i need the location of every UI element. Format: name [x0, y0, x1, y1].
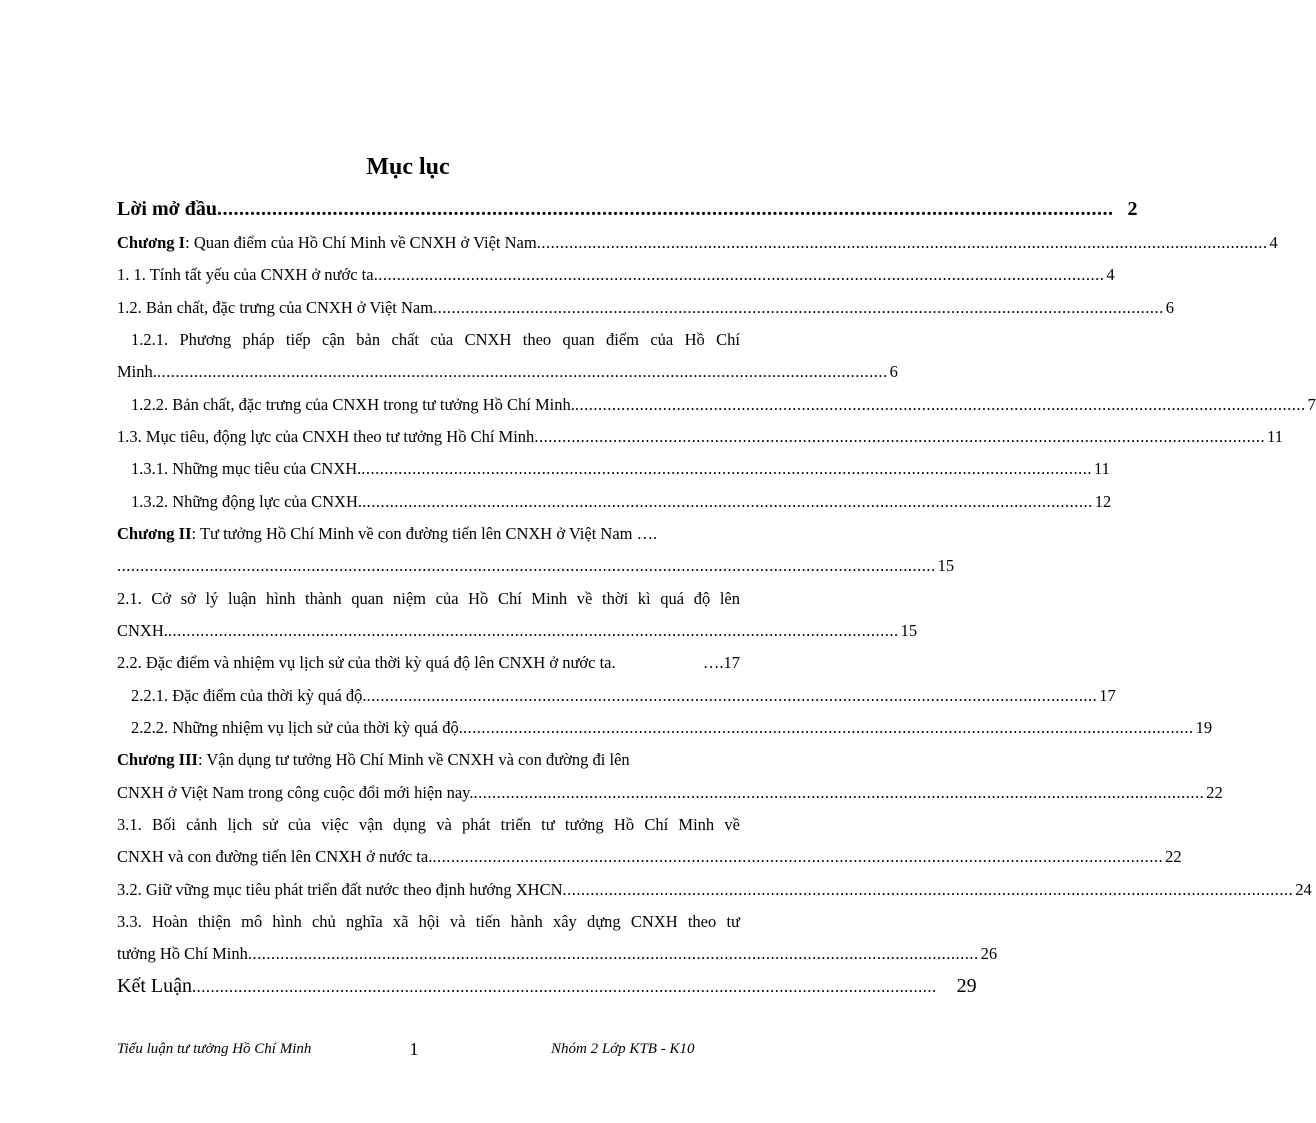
toc-entry-chapter-1[interactable]	[117, 232, 1278, 254]
toc-page-number: 6	[889, 362, 898, 381]
toc-page-number: 29	[956, 975, 977, 997]
toc-entry-text: 2.2. Đặc điểm và nhiệm vụ lịch sử của thời kỳ quá độ lên CNXH ở nước ta.	[117, 653, 616, 672]
toc-page-number: 22	[1206, 783, 1223, 802]
toc-entry-text: tưởng Hồ Chí Minh	[117, 944, 248, 963]
toc-page-number: 12	[1094, 492, 1112, 511]
toc-page-number: 15	[937, 556, 955, 575]
toc-page-number: ….17	[702, 653, 740, 672]
dot-leader: ..............................................................................................................................................................	[433, 298, 1164, 317]
dot-leader: .................................................................................................................................................................................	[117, 556, 936, 575]
toc-entry-1-2-1-line1[interactable]: 1.2.1. Phương pháp tiếp cận bản chất của CNXH theo quan điểm của Hồ Chí	[131, 330, 740, 349]
toc-page-number: 4	[1106, 265, 1115, 284]
toc-entry-conclusion[interactable]	[117, 972, 977, 1001]
toc-entry-1-3[interactable]	[117, 426, 1283, 448]
toc-entry-chapter-2-line1[interactable]	[117, 523, 740, 545]
dot-leader: ..............................................................................................................................................................	[562, 880, 1294, 899]
chapter-label: Chương II	[117, 524, 192, 543]
chapter-label: Chương III	[117, 750, 198, 769]
dot-leader: ..............................................................................................................................................................	[156, 362, 888, 381]
toc-entry-text: 1. 1. Tính tất yếu của CNXH ở nước ta	[117, 265, 374, 284]
toc-entry-text: 1.2.2. Bản chất, đặc trưng của CNXH trong tư tưởng Hồ Chí Minh.	[131, 395, 575, 414]
toc-entry-chapter-3-line2[interactable]	[117, 782, 1223, 804]
dot-leader: ..............................................................................................................................................................	[536, 233, 1268, 252]
dot-leader: ..............................................................................................................................................................	[247, 944, 979, 963]
toc-entry-1-2[interactable]	[117, 297, 1175, 319]
toc-page-number: 19	[1195, 718, 1213, 737]
toc-entry-1-1[interactable]	[117, 264, 1115, 286]
dot-leader: .................................................................................................................................................................	[191, 977, 937, 996]
toc-entry-text: 2.2.2. Những nhiệm vụ lịch sử của thời kỳ quá độ.	[131, 718, 463, 737]
toc-entry-chapter-2-line2[interactable]	[117, 555, 955, 577]
dot-leader: ..............................................................................................................................................................	[167, 621, 899, 640]
toc-page-number: 4	[1269, 233, 1278, 252]
toc-entry-text: : Vận dụng tư tưởng Hồ Chí Minh về CNXH và con đường đi lên	[197, 750, 630, 769]
toc-entry-text: CNXH ở Việt Nam trong công cuộc đổi mới hiện nay.	[117, 783, 474, 802]
dot-leader: ..............................................................................................................................................................	[473, 783, 1205, 802]
toc-entry-text: 2.2.1. Đặc điểm của thời kỳ quá độ.	[131, 686, 367, 705]
toc-entry-3-3-line2[interactable]	[117, 943, 998, 965]
page-title: Mục lục	[366, 154, 450, 180]
toc-entry-text: Kết Luận	[117, 975, 192, 997]
toc-entry-chapter-3-line1[interactable]	[117, 749, 740, 771]
toc-page-number: 15	[900, 621, 918, 640]
toc-entry-text: CNXH và con đường tiến lên CNXH ở nước ta.	[117, 847, 433, 866]
dot-leader: ..............................................................................................................................................................	[432, 847, 1164, 866]
toc-entry-2-2-2[interactable]	[131, 717, 1213, 739]
toc-entry-1-3-2[interactable]	[131, 491, 1112, 513]
toc-entry-1-3-1[interactable]	[131, 458, 1110, 480]
toc-entry-text: Lời mở đầu	[117, 198, 217, 220]
dot-leader: ..............................................................................................................................................................	[366, 686, 1098, 705]
chapter-label: Chương I	[117, 233, 186, 252]
toc-entry-2-1-line1[interactable]: 2.1. Cở sở lý luận hình thành quan niệm của Hồ Chí Minh về thời kì quá độ lên	[117, 589, 740, 608]
toc-page-number: 11	[1267, 427, 1283, 446]
toc-page-number: 26	[980, 944, 998, 963]
toc-entry-2-2[interactable]	[117, 652, 740, 674]
toc-entry-3-2[interactable]	[117, 879, 1312, 901]
toc-entry-text: CNXH.	[117, 621, 168, 640]
dot-leader: ..............................................................................................................................................................	[534, 427, 1266, 446]
toc-entry-2-2-1[interactable]	[131, 685, 1116, 707]
toc-page-number: 11	[1094, 459, 1110, 478]
toc-entry-3-1-line1[interactable]: 3.1. Bối cảnh lịch sử của việc vận dụng và phát triển tư tưởng Hồ Chí Minh về	[117, 815, 740, 834]
toc-entry-1-2-1-line2[interactable]	[117, 361, 898, 383]
toc-entry-text: : Quan điểm của Hồ Chí Minh về CNXH ở Việt Nam	[185, 233, 537, 252]
dot-leader: ..............................................................................................................................................................	[574, 395, 1306, 414]
dot-leader: ...................................................................................................................................................................	[216, 198, 1114, 220]
dot-leader: ..............................................................................................................................................................	[361, 492, 1093, 511]
footer-left: Tiểu luận tư tưởng Hồ Chí Minh	[117, 1041, 312, 1057]
toc-entry-text: 3.2. Giữ vững mục tiêu phát triển đất nước theo định hướng XHCN	[117, 880, 563, 899]
toc-entry-text: Minh.	[117, 362, 157, 381]
toc-entry-text: 1.3. Mục tiêu, động lực của CNXH theo tư tưởng Hồ Chí Minh	[117, 427, 535, 446]
toc-entry-text: 1.3.1. Những mục tiêu của CNXH.	[131, 459, 362, 478]
toc-entry-3-3-line1[interactable]: 3.3. Hoàn thiện mô hình chủ nghĩa xã hội và tiến hành xây dựng CNXH theo tư	[117, 912, 740, 931]
toc-entry-text: 1.3.2. Những động lực của CNXH.	[131, 492, 362, 511]
dot-leader: ..............................................................................................................................................................	[373, 265, 1105, 284]
toc-entry-3-1-line2[interactable]	[117, 846, 1182, 868]
toc-entry-intro[interactable]	[117, 195, 1138, 223]
footer-right: Nhóm 2 Lớp KTB - K10	[551, 1041, 695, 1057]
toc-page-number: 7	[1307, 395, 1316, 414]
toc-entry-text: : Tư tưởng Hồ Chí Minh về con đường tiến lên CNXH ở Việt Nam ….	[191, 524, 658, 543]
dot-leader: ..............................................................................................................................................................	[361, 459, 1093, 478]
toc-entry-1-2-2[interactable]	[131, 394, 1316, 416]
dot-leader: ..............................................................................................................................................................	[462, 718, 1194, 737]
toc-entry-2-1-line2[interactable]	[117, 620, 918, 642]
toc-entry-text: 1.2. Bản chất, đặc trưng của CNXH ở Việt Nam	[117, 298, 434, 317]
toc-page-number: 6	[1165, 298, 1175, 317]
footer-page-number: 1	[409, 1039, 419, 1059]
toc-page-number: 2	[1127, 198, 1138, 220]
toc-page-number: 24	[1295, 880, 1312, 899]
toc-page-number: 22	[1165, 847, 1182, 866]
toc-page-number: 17	[1099, 686, 1116, 705]
